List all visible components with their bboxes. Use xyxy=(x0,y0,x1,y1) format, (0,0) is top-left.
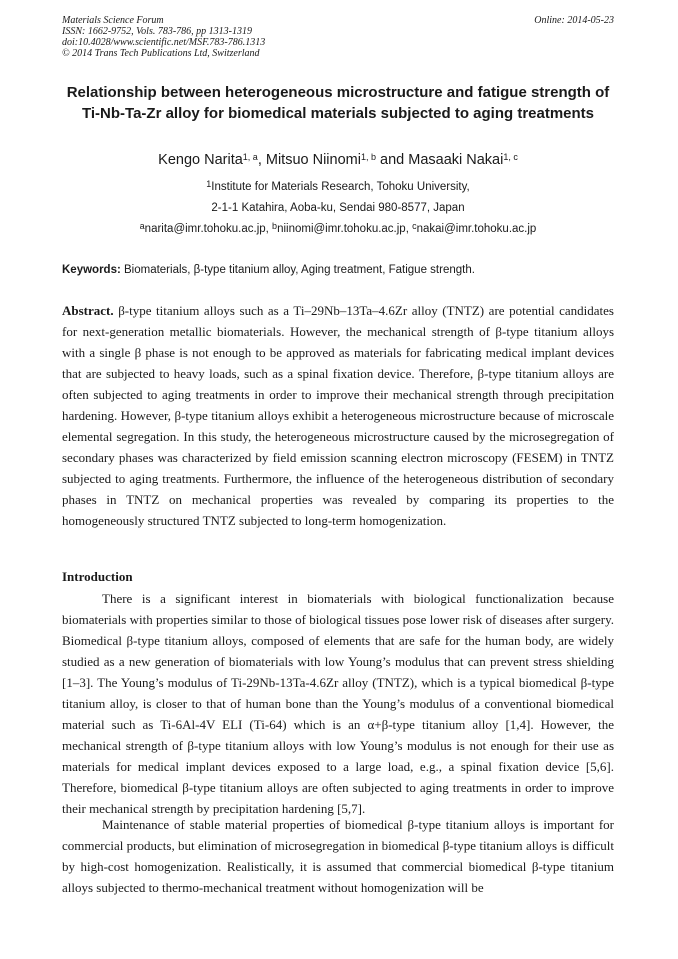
email-marker: a xyxy=(139,221,145,231)
email-address: narita@imr.tohoku.ac.jp, xyxy=(144,223,273,235)
author-name: Mitsuo Niinomi xyxy=(265,152,361,168)
author-affil-marker: 1, b xyxy=(360,152,376,162)
journal-header xyxy=(62,15,614,59)
author-name: Masaaki Nakai xyxy=(408,152,504,168)
doi-line: doi:10.4028/www.scientific.net/MSF.783-786.1313 xyxy=(62,37,266,48)
author-list xyxy=(62,150,614,170)
intro-paragraph-2: Maintenance of stable material properties of biomedical β-type titanium alloys is important for commercial products, but elimination of microsegregation in biomedical β-type titanium alloys is difficult by high-cost homogenization. Realistically, it is assumed that commercial biomedical β-type titanium alloys subjected to thermo-mechanical treatment without homogenization will be xyxy=(62,817,614,895)
email-marker: c xyxy=(412,221,417,231)
affil-institute: Institute for Materials Research, Tohoku University, xyxy=(211,181,470,193)
online-date: Online: 2014-05-23 xyxy=(534,15,614,26)
intro-paragraph-1: There is a significant interest in biomaterials with biological functionalization because biomaterials with properties similar to those of biological tissues pose lower risk of diseases after surgery. Biomedical β-type titanium alloys, composed of elements that are safe for the human body, are widely studied as a new generation of biomaterials with low Young’s modulus that can prevent stress shielding [1–3]. The Young’s modulus of Ti-29Nb-13Ta-4.6Zr alloy (TNTZ), which is a typical biomedical β-type titanium alloy, is closer to that of human bone than the Young’s modulus of a conventional biomedical material such as Ti-6Al-4V ELI (Ti-64) which is an α+β-type titanium alloy [1,4]. However, the mechanical strength of β-type titanium alloys with low Young’s modulus is not enough for their use as materials for medical implant devices exposed to a large load, e.g., a spinal fixation device [5,6]. Therefore, biomedical β-type titanium alloys are often subjected to aging treatments in order to improve their mechanical strength by precipitation hardening [5,7]. xyxy=(62,591,614,816)
email-address: niinomi@imr.tohoku.ac.jp, xyxy=(277,223,413,235)
email-address: nakai@imr.tohoku.ac.jp xyxy=(416,223,537,235)
journal-name: Materials Science Forum xyxy=(62,15,164,26)
section-heading: Introduction xyxy=(62,569,133,584)
author-separator: , xyxy=(257,152,266,168)
abstract-text: β-type titanium alloys such as a Ti–29Nb–13Ta–4.6Zr alloy (TNTZ) are potential candidates for next-generation metallic biomaterials. However, the mechanical strength of β-type titanium alloys with a single β phase is not enough to be approved as materials for fabricating medical implant devices that are subjected to heavy loads, such as a spinal fixation device. Therefore, β-type titanium alloys are often subjected to aging treatments in order to improve their mechanical strength through precipitation hardening. However, β-type titanium alloys exhibit a heterogeneous microstructure because of microscale elemental segregation. In this study, the heterogeneous microstructure caused by the microsegregation of secondary phases was characterized by field emission scanning electron microscopy (FESEM) in TNTZ subjected to aging treatments. Furthermore, the influence of the heterogeneous distribution of secondary phases in TNTZ on mechanical properties was revealed by comparing its properties to the homogeneously structured TNTZ subjected to long-term homogenization. xyxy=(62,303,614,528)
affiliation-line-2 xyxy=(62,201,614,215)
issn-line: ISSN: 1662-9752, Vols. 783-786, pp 1313-1319 xyxy=(62,26,252,37)
email-marker: b xyxy=(272,221,278,231)
keywords-label: Keywords: xyxy=(62,264,121,276)
author-affil-marker: 1, c xyxy=(503,152,518,162)
author-affil-marker: 1, a xyxy=(242,152,258,162)
abstract-label: Abstract. xyxy=(62,303,114,318)
email-line xyxy=(62,222,614,236)
affiliation-line-1 xyxy=(62,180,614,194)
keywords-text: Biomaterials, β-type titanium alloy, Aging treatment, Fatigue strength. xyxy=(120,264,475,276)
abstract-paragraph xyxy=(62,300,614,531)
author-name: Kengo Narita xyxy=(158,152,243,168)
keywords-line xyxy=(62,263,614,277)
paper-title: Relationship between heterogeneous microstructure and fatigue strength of Ti-Nb-Ta-Zr alloy for biomedical materials subjected to aging treatments xyxy=(66,84,610,122)
author-separator: and xyxy=(375,152,409,168)
affil-address: 2-1-1 Katahira, Aoba-ku, Sendai 980-8577, Japan xyxy=(211,202,465,214)
copyright-line: © 2014 Trans Tech Publications Ltd, Switzerland xyxy=(62,48,260,59)
affil-marker: 1 xyxy=(206,179,212,189)
